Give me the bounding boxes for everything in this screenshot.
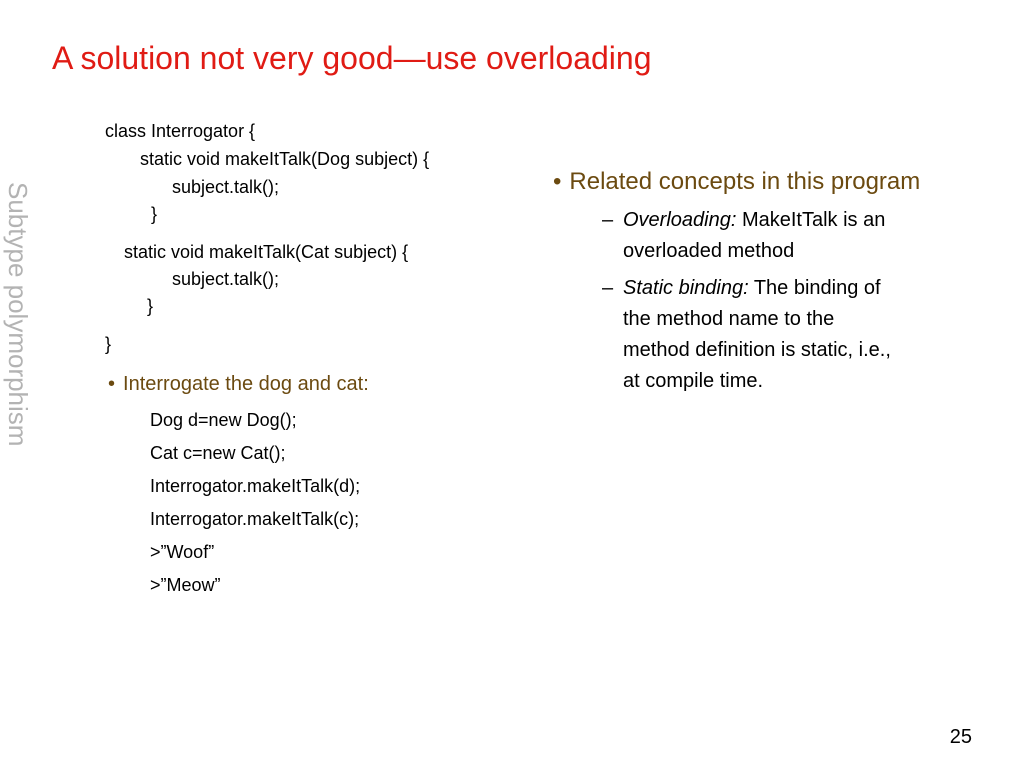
side-section-label: Subtype polymorphism xyxy=(3,182,33,447)
dash-icon: – xyxy=(602,209,614,231)
code-line: } xyxy=(105,334,112,354)
code-line: static void makeItTalk(Dog subject) { xyxy=(140,149,430,169)
code-line: Dog d=new Dog(); xyxy=(150,410,297,430)
bullet-icon: • xyxy=(108,373,116,395)
code-line: } xyxy=(151,204,158,224)
sub-bullet-static-binding xyxy=(602,273,891,397)
code-line: subject.talk(); xyxy=(172,269,280,289)
term-static-binding: Static binding: xyxy=(623,277,749,299)
sub-bullet-overloading xyxy=(602,205,886,267)
sub-text: method definition is static, i.e., xyxy=(623,339,891,361)
left-bullet xyxy=(108,373,369,396)
sub-text: overloaded method xyxy=(623,240,795,262)
code-line: Cat c=new Cat(); xyxy=(150,443,286,463)
right-bullet-text: Related concepts in this program xyxy=(569,168,921,195)
term-overloading: Overloading: xyxy=(623,209,737,231)
sub-text: The binding of xyxy=(748,277,881,299)
right-bullet xyxy=(553,168,920,196)
sub-text: at compile time. xyxy=(623,370,764,392)
left-bullet-text: Interrogate the dog and cat: xyxy=(123,373,369,395)
bullet-icon: • xyxy=(553,168,562,195)
code-line: Interrogator.makeItTalk(d); xyxy=(150,476,361,496)
slide-title: A solution not very good—use overloading xyxy=(52,40,652,76)
dash-icon: – xyxy=(602,277,614,299)
code-line: >”Woof” xyxy=(150,542,215,562)
code-line: static void makeItTalk(Cat subject) { xyxy=(124,242,409,262)
code-line: Interrogator.makeItTalk(c); xyxy=(150,509,360,529)
code-line: class Interrogator { xyxy=(105,121,256,141)
sub-text: MakeItTalk is an xyxy=(736,209,886,231)
code-line: } xyxy=(147,296,154,316)
code-line: subject.talk(); xyxy=(172,177,280,197)
page-number: 25 xyxy=(949,726,972,748)
code-line: >”Meow” xyxy=(150,575,221,595)
sub-text: the method name to the xyxy=(623,308,835,330)
